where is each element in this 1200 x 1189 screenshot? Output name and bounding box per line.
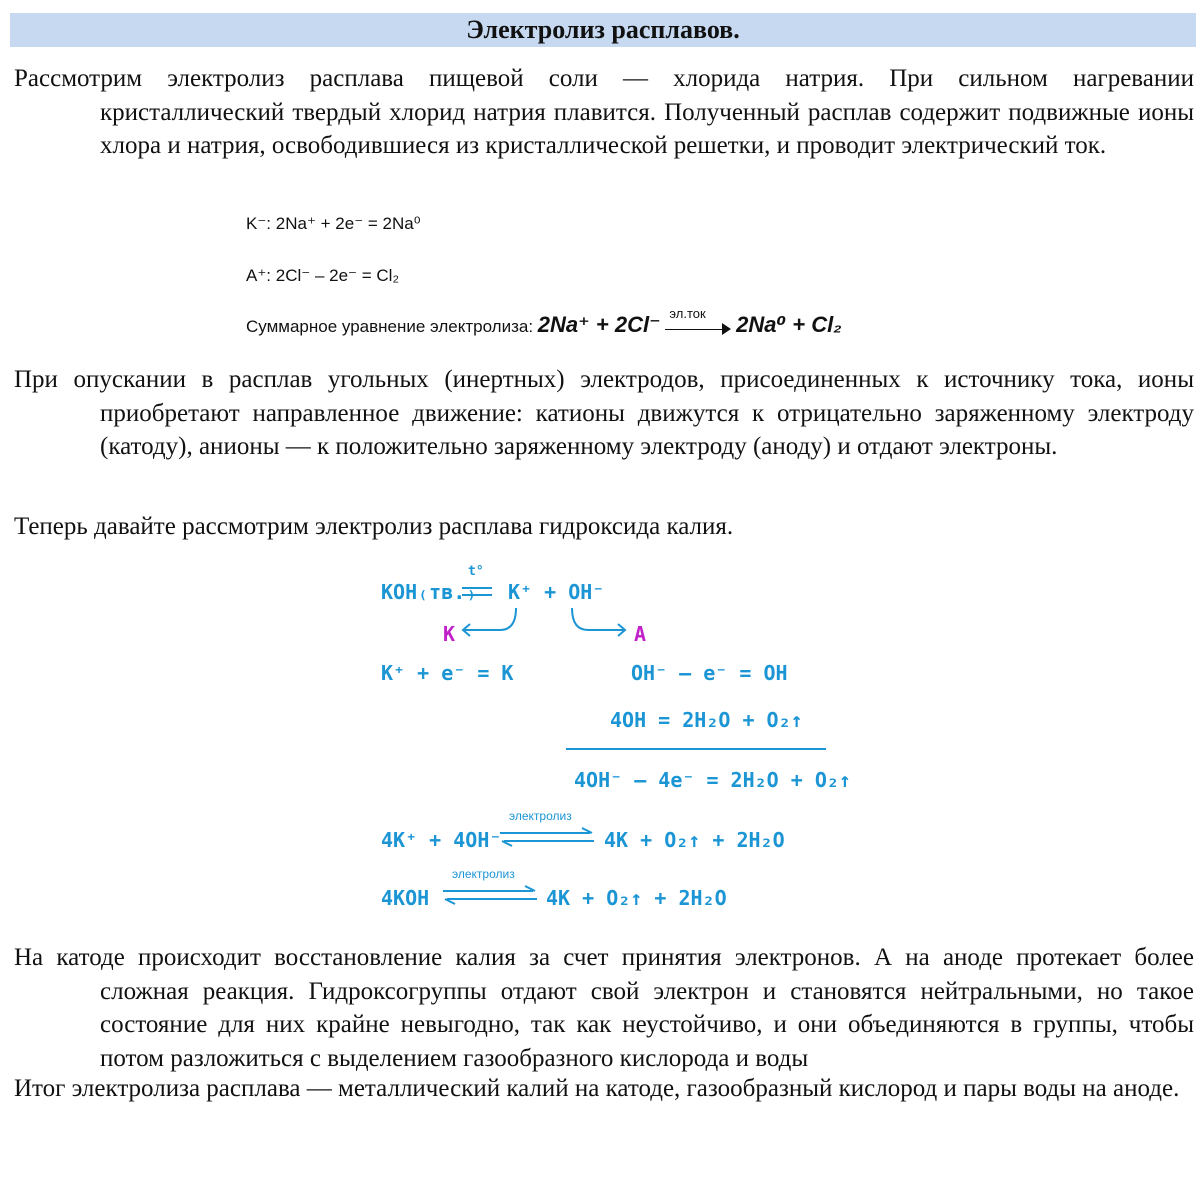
summary-left: 2Na⁺ + 2Cl⁻: [537, 312, 661, 337]
dissociation-ions: K⁺ + OH⁻: [508, 580, 605, 604]
koh-molecular-left: 4KOH: [381, 886, 430, 910]
sum-divider: [566, 748, 826, 750]
nacl-summary-equation: [246, 305, 842, 339]
koh-molecular-right: 4K + O₂↑ + 2H₂O: [546, 886, 727, 910]
paragraph-koh-intro: Теперь давайте рассмотрим электролиз расплава гидроксида калия.: [14, 513, 734, 540]
anode-label: A: [634, 622, 647, 646]
arrow-to-anode: [568, 606, 628, 636]
koh-anode-equation-2: 4OH = 2H₂O + O₂↑: [610, 708, 803, 732]
summary-label: Суммарное уравнение электролиза:: [246, 317, 534, 336]
paragraph-result: Итог электролиза расплава — металлический калий на катоде, газообразный кислород и пары воды на аноде.: [14, 1075, 1180, 1102]
ionic-reversible-arrow: [498, 828, 598, 848]
summary-right: 2Na⁰ + Cl₂: [736, 312, 842, 337]
molecular-reversible-arrow: [441, 886, 541, 906]
koh-formula: KOH₍тв.₎: [381, 580, 478, 604]
nacl-anode-equation: A⁺: 2Cl⁻ – 2e⁻ = Cl₂: [246, 266, 400, 285]
current-arrow-label: эл.ток: [669, 305, 706, 321]
nacl-cathode-equation: K⁻: 2Na⁺ + 2e⁻ = 2Na⁰: [246, 214, 421, 233]
koh-cathode-equation: K⁺ + e⁻ = K: [381, 661, 514, 685]
temperature-label: t°: [468, 564, 484, 579]
molecular-electrolysis-label: электролиз: [452, 867, 515, 881]
cathode-label: K: [443, 622, 456, 646]
section-title: Электролиз расплавов.: [10, 13, 1196, 47]
current-arrow: [665, 305, 731, 339]
paragraph-nacl-intro: Рассмотрим электролиз расплава пищевой соли — хлорида натрия. При сильном нагревании кристаллический твердый хлорид натрия плавится. Полученный расплав содержит подвижные ионы хлора и натрия, освободившиеся из кристаллической решетки, и проводит электрический ток.: [14, 65, 1194, 159]
koh-ionic-right: 4K + O₂↑ + 2H₂O: [604, 828, 785, 852]
equilibrium-sign: [462, 586, 494, 598]
koh-anode-total: 4OH⁻ – 4e⁻ = 2H₂O + O₂↑: [574, 768, 851, 792]
ionic-electrolysis-label: электролиз: [509, 809, 572, 823]
paragraph-cathode-anode: На катоде происходит восстановление калия за счет принятия электронов. А на аноде протекает более сложная реакция. Гидроксогруппы отдают свой электрон и становятся нейтральными, но такое состояние для них крайне невыгодно, так как неустойчиво, и они объединяются в группы, чтобы потом разложиться с выделением газообразного кислорода и воды: [14, 944, 1194, 1072]
arrow-to-cathode: [460, 606, 520, 636]
paragraph-electrodes: При опускании в расплав угольных (инертных) электродов, присоединенных к источнику тока, ионы приобретают направленное движение: катионы движутся к отрицательно заряженному электроду (катоду), анионы — к положительно заряженному электроду (аноду) и отдают электроны.: [14, 366, 1194, 460]
koh-ionic-left: 4K⁺ + 4OH⁻: [381, 828, 502, 852]
koh-anode-equation-1: OH⁻ – e⁻ = OH: [631, 661, 788, 685]
